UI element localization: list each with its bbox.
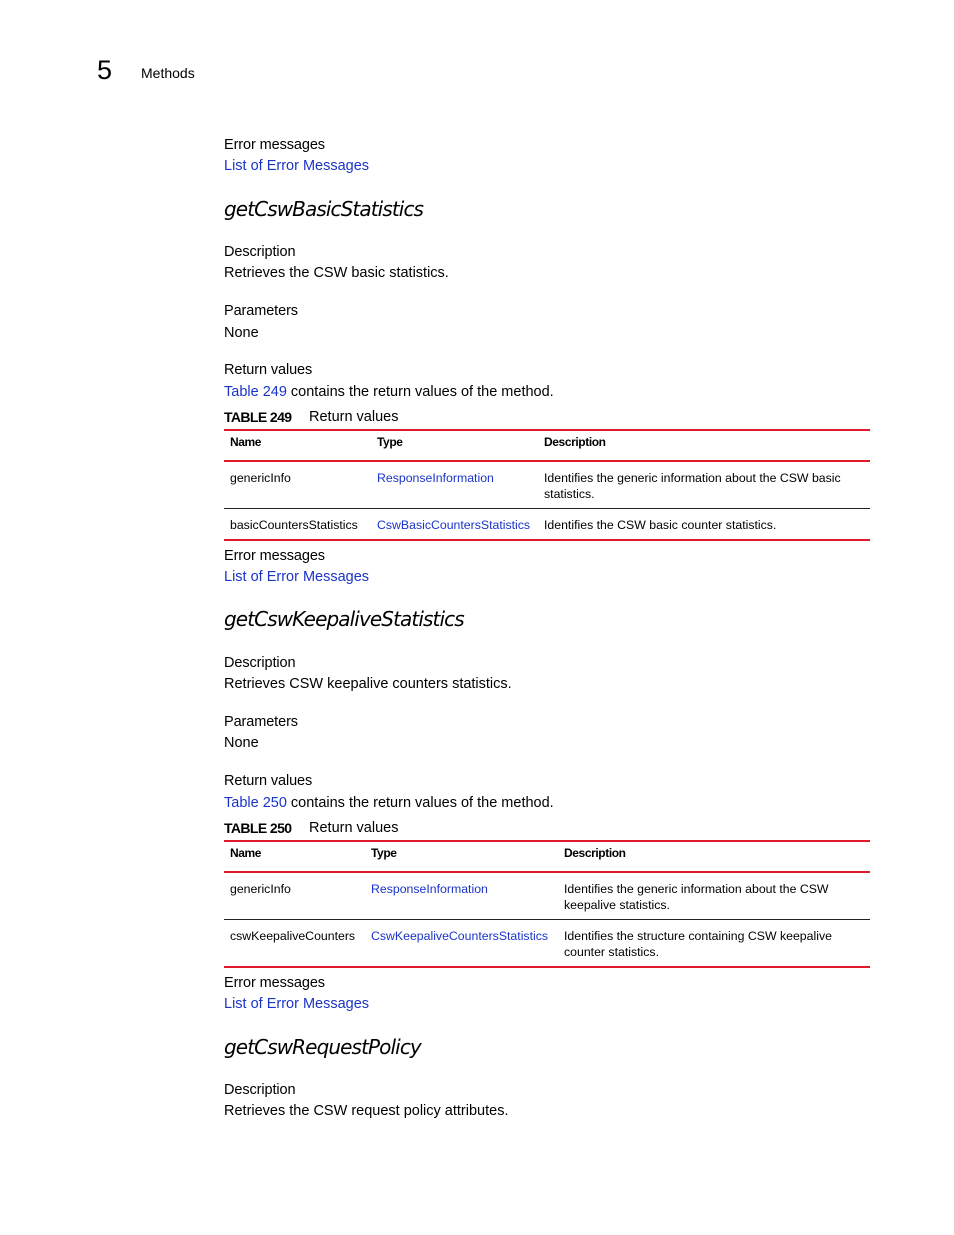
cell-name: basicCountersStatistics (224, 509, 371, 541)
table-row (224, 872, 870, 920)
return-values-sentence: contains the return values of the method. (286, 384, 554, 400)
parameters-text: None (224, 735, 259, 751)
parameters-label: Parameters (224, 714, 298, 730)
return-values-text (224, 383, 554, 401)
error-messages-link[interactable]: List of Error Messages (224, 569, 370, 585)
table-header-row (224, 841, 870, 872)
cell-name: genericInfo (224, 872, 365, 920)
table-row (224, 509, 870, 541)
description-label: Description (224, 1082, 296, 1098)
cell-type-link[interactable]: ResponseInformation (365, 872, 558, 920)
description-label: Description (224, 244, 296, 260)
table-caption-number: TABLE 249 (224, 409, 292, 425)
cell-type-link[interactable]: CswKeepaliveCountersStatistics (365, 920, 558, 968)
method-title-request-policy: getCswRequestPolicy (224, 1035, 421, 1059)
parameters-label: Parameters (224, 303, 298, 319)
column-header-type: Type (365, 841, 558, 872)
error-messages-label: Error messages (224, 137, 325, 153)
cell-type-link[interactable]: CswBasicCountersStatistics (371, 509, 538, 541)
table-caption-description: Return values (309, 820, 399, 836)
column-header-description: Description (558, 841, 870, 872)
method-title-basic: getCswBasicStatistics (224, 197, 424, 221)
description-text: Retrieves the CSW request policy attributes. (224, 1103, 509, 1119)
error-messages-label: Error messages (224, 548, 325, 564)
table-header-row (224, 430, 870, 461)
table-row (224, 920, 870, 968)
chapter-number: 5 (97, 55, 113, 85)
return-values-table (224, 429, 870, 541)
description-label: Description (224, 655, 296, 671)
description-text: Retrieves the CSW basic statistics. (224, 265, 449, 281)
error-messages-link[interactable]: List of Error Messages (224, 158, 370, 174)
error-messages-link[interactable]: List of Error Messages (224, 996, 370, 1012)
cell-description: Identifies the structure containing CSW keepalive counter statistics. (558, 920, 870, 968)
table-caption-description: Return values (309, 409, 399, 425)
chapter-title: Methods (141, 65, 195, 81)
method-title-keepalive: getCswKeepaliveStatistics (224, 607, 464, 631)
column-header-name: Name (224, 430, 371, 461)
cell-type-link[interactable]: ResponseInformation (371, 461, 538, 509)
cell-description: Identifies the generic information about the CSW basic statistics. (538, 461, 870, 509)
table-249-link[interactable]: Table 249 (224, 384, 287, 400)
column-header-name: Name (224, 841, 365, 872)
column-header-type: Type (371, 430, 538, 461)
cell-name: cswKeepaliveCounters (224, 920, 365, 968)
return-values-table (224, 840, 870, 968)
return-values-label: Return values (224, 773, 313, 789)
table-caption (224, 819, 624, 838)
parameters-text: None (224, 325, 259, 341)
return-values-label: Return values (224, 362, 313, 378)
table-row (224, 461, 870, 509)
description-text: Retrieves CSW keepalive counters statistics. (224, 676, 512, 692)
column-header-description: Description (538, 430, 870, 461)
table-250-link[interactable]: Table 250 (224, 795, 287, 811)
cell-description: Identifies the generic information about the CSW keepalive statistics. (558, 872, 870, 920)
cell-description: Identifies the CSW basic counter statistics. (538, 509, 870, 541)
return-values-sentence: contains the return values of the method. (286, 795, 554, 811)
table-caption (224, 408, 624, 427)
error-messages-label: Error messages (224, 975, 325, 991)
cell-name: genericInfo (224, 461, 371, 509)
table-caption-number: TABLE 250 (224, 820, 292, 836)
return-values-text (224, 794, 554, 812)
